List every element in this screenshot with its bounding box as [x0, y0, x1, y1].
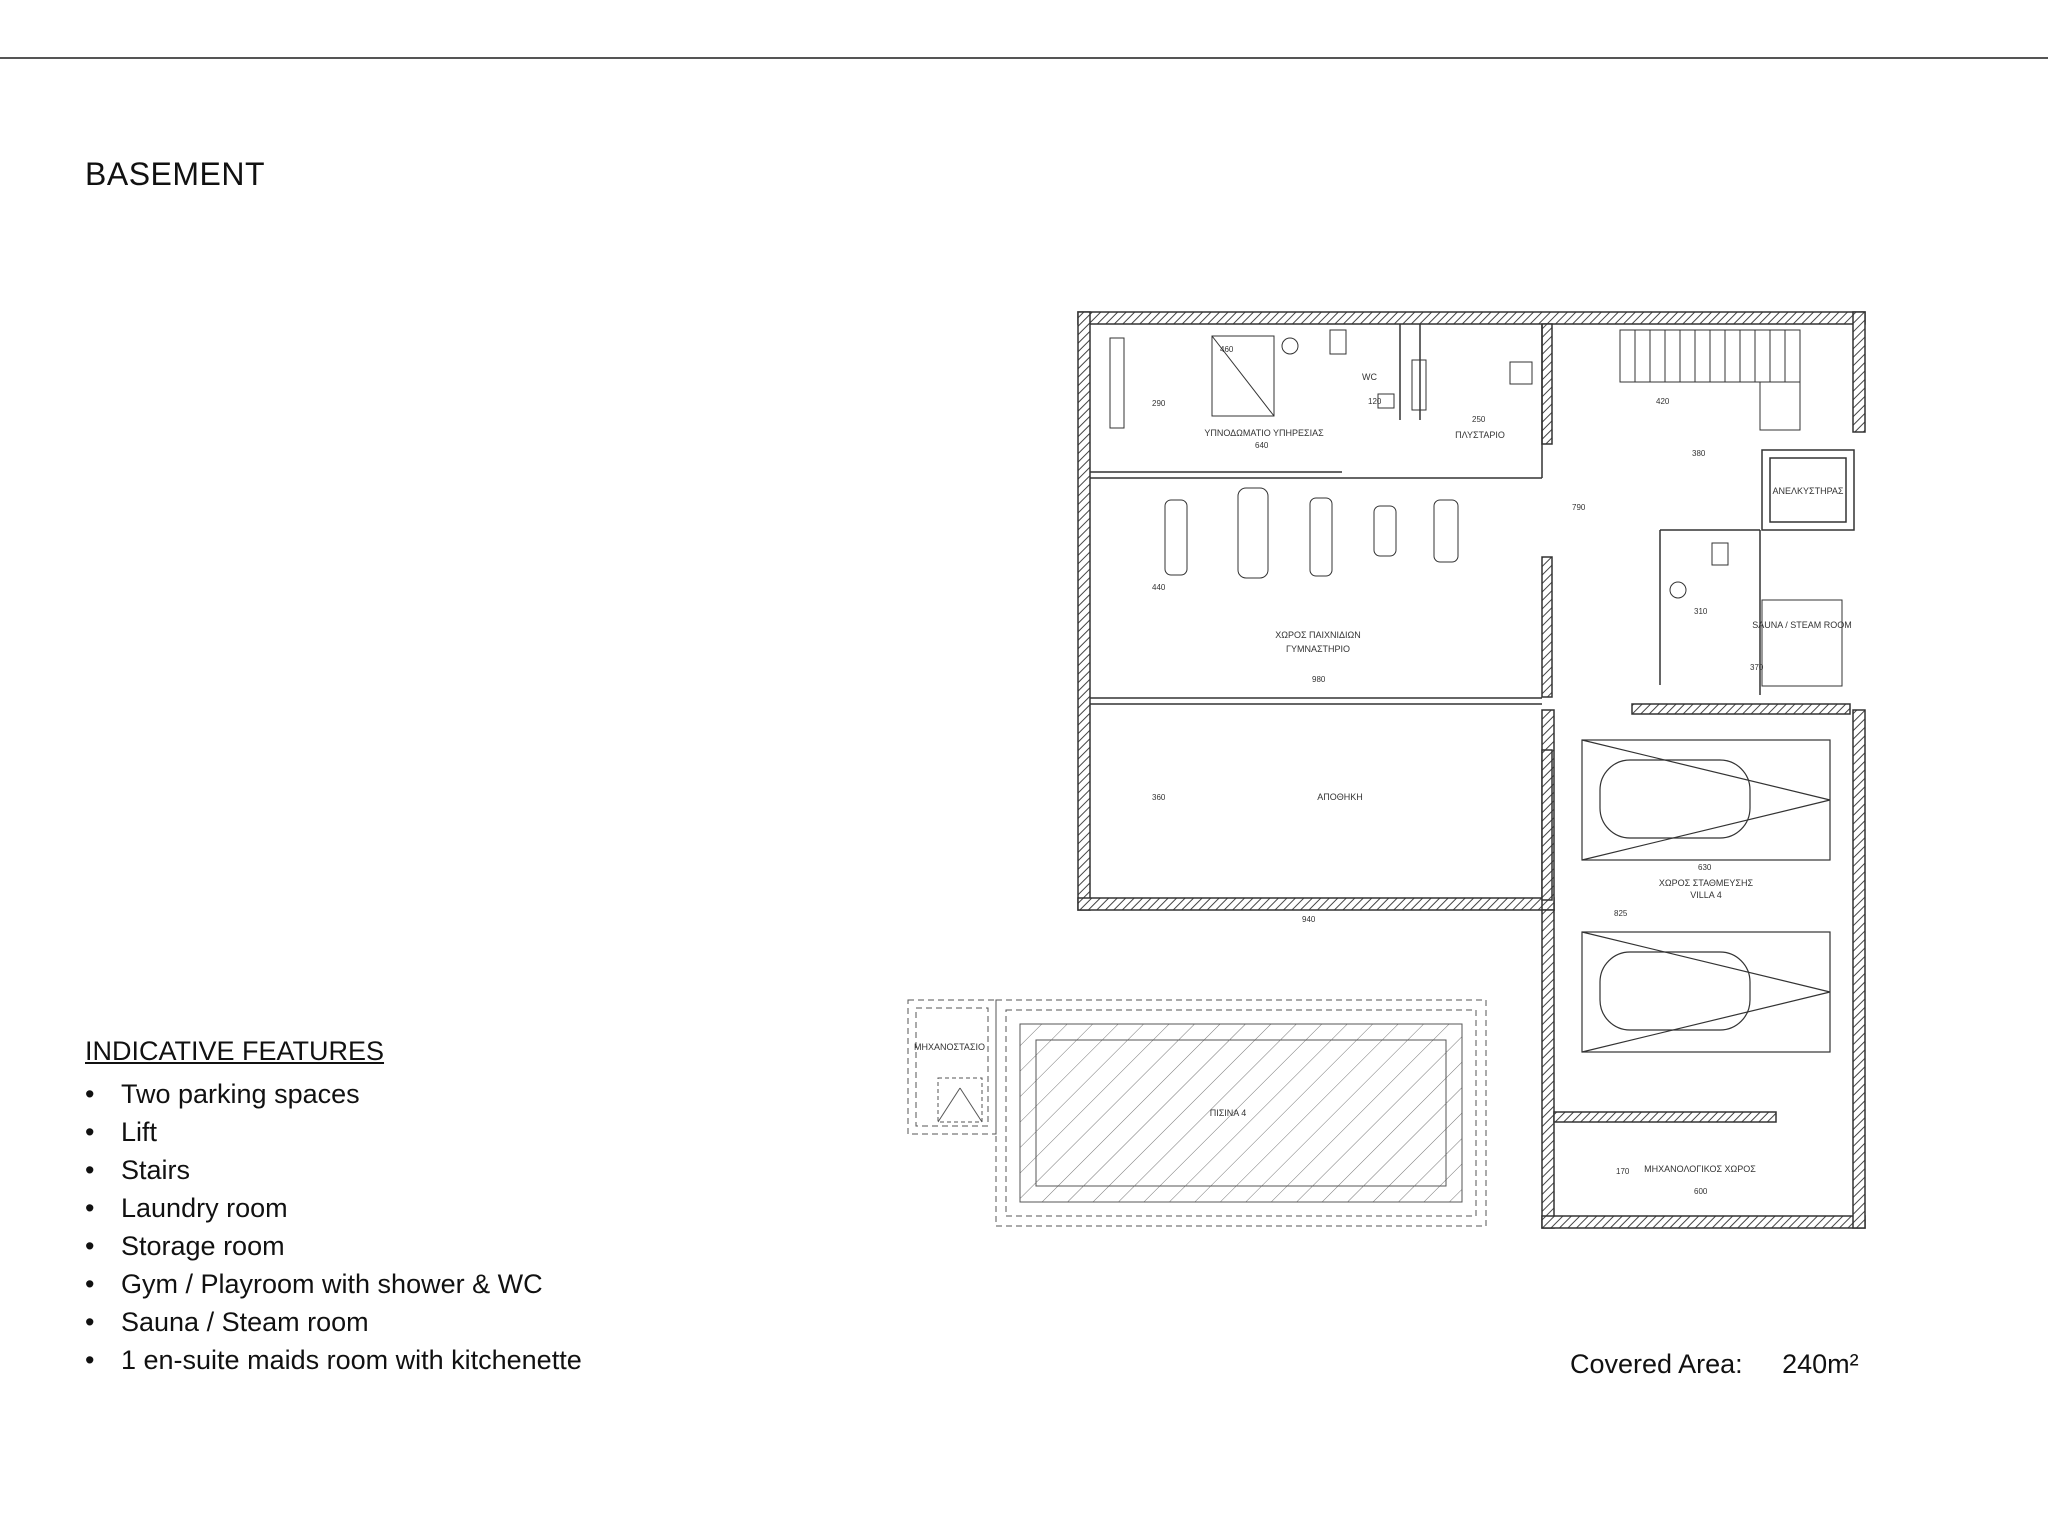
- feature-item: • Laundry room: [85, 1189, 582, 1227]
- laundry-label: ΠΛΥΣΤΑΡΙΟ: [1455, 430, 1505, 440]
- gym-label-line1: ΧΩΡΟΣ ΠΑΙΧΝΙΔΙΩΝ: [1275, 630, 1361, 640]
- feature-list: [85, 1075, 582, 1379]
- feature-item: • Storage room: [85, 1227, 582, 1265]
- feature-item: • Sauna / Steam room: [85, 1303, 582, 1341]
- dim-label: 440: [1152, 583, 1166, 592]
- parking-label-line1: ΧΩΡΟΣ ΣΤΑΘΜΕΥΣΗΣ: [1658, 878, 1754, 888]
- maids-room-furniture: [1110, 330, 1532, 428]
- interior-walls: [1090, 324, 1850, 1122]
- features-heading: INDICATIVE FEATURES: [85, 1036, 385, 1066]
- feature-item: • Gym / Playroom with shower & WC: [85, 1265, 582, 1303]
- dim-label: 825: [1614, 909, 1628, 918]
- covered-area-value: 240m²: [1782, 1349, 1859, 1379]
- sauna-label: SAUNA / STEAM ROOM: [1752, 620, 1852, 630]
- page-title: BASEMENT: [85, 156, 266, 192]
- shower-room: [1670, 543, 1728, 598]
- feature-item: • 1 en-suite maids room with kitchenette: [85, 1341, 582, 1379]
- dim-label: 460: [1220, 345, 1234, 354]
- feature-item: • Lift: [85, 1113, 582, 1151]
- mech-room-label: ΜΗΧΑΝΟΛΟΓΙΚΟΣ ΧΩΡΟΣ: [1644, 1164, 1756, 1174]
- storage-label: ΑΠΟΘΗΚΗ: [1317, 792, 1363, 802]
- dim-label: 420: [1656, 397, 1670, 406]
- covered-area: [1570, 1349, 1859, 1380]
- pool-area: [908, 1000, 1486, 1226]
- maids-room-label: ΥΠΝΟΔΩΜΑΤΙΟ ΥΠΗΡΕΣΙΑΣ: [1204, 428, 1324, 438]
- pool-label: ΠΙΣΙΝΑ 4: [1209, 1108, 1247, 1118]
- features-panel: [85, 1036, 582, 1379]
- gym-equipment: [1165, 488, 1458, 578]
- floor-plan-drawing: [900, 300, 1880, 1260]
- dim-label: 630: [1698, 863, 1712, 872]
- pump-room-label: ΜΗΧΑΝΟΣΤΑΣΙΟ: [914, 1042, 985, 1052]
- dim-label: 360: [1152, 793, 1166, 802]
- dim-label: 940: [1302, 915, 1316, 924]
- dim-label: 640: [1255, 441, 1269, 450]
- dim-label: 980: [1312, 675, 1326, 684]
- dim-label: 600: [1694, 1187, 1708, 1196]
- dim-label: 310: [1694, 607, 1708, 616]
- feature-item: • Stairs: [85, 1151, 582, 1189]
- dim-label: 250: [1472, 415, 1486, 424]
- dim-label: 790: [1572, 503, 1586, 512]
- top-rule: [0, 57, 2048, 59]
- wc-label: WC: [1362, 372, 1377, 382]
- gym-label-line2: ΓΥΜΝΑΣΤΗΡΙΟ: [1285, 644, 1351, 654]
- lift-label: ΑΝΕΛΚΥΣΤΗΡΑΣ: [1772, 486, 1844, 496]
- feature-item: • Two parking spaces: [85, 1075, 582, 1113]
- dim-label: 170: [1616, 1167, 1630, 1176]
- dim-label: 120: [1368, 397, 1382, 406]
- dim-label: 290: [1152, 399, 1166, 408]
- sauna-room: [1762, 600, 1842, 686]
- parking-label-line2: VILLA 4: [1690, 890, 1722, 900]
- stairs: [1620, 330, 1800, 430]
- floor-plan: [900, 300, 1880, 1260]
- covered-area-label: Covered Area:: [1570, 1349, 1743, 1379]
- dim-label: 380: [1692, 449, 1706, 458]
- dim-label: 370: [1750, 663, 1764, 672]
